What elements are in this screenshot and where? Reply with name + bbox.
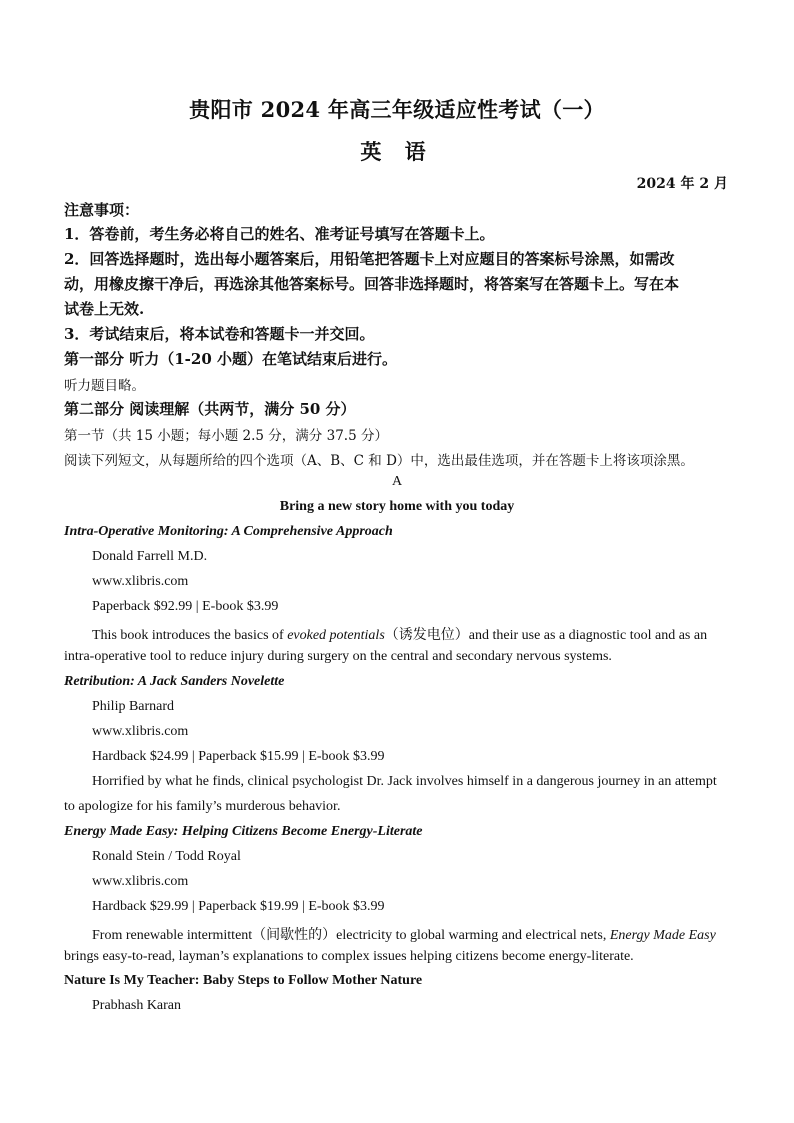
book-1-site: www.xlibris.com [92,574,189,589]
book-1-prices: Paperback $92.99 | E-book $3.99 [92,599,279,614]
book-2-desc-line-2: to apologize for his family’s murderous behavior. [64,799,341,814]
passage-letter: A [391,474,403,489]
book-2-prices: Hardback $24.99 | Paperback $15.99 | E-book $3.99 [92,749,385,764]
notes-line-2b: 动，用橡皮擦干净后，再选涂其他答案标号。回答非选择题时，将答案写在答题卡上。写在本 [64,275,680,293]
book-1-title: Intra-Operative Monitoring: A Comprehensive Approach [64,524,393,539]
subject-title: 英 语 [360,139,434,164]
notes-line-1: 1．答卷前，考生务必将自己的姓名、准考证号填写在答题卡上。 [64,225,495,243]
book-1-desc-line-2: intra-operative tool to reduce injury during surgery on the central and secondary nervous systems. [64,649,612,664]
part1-note: 听力题目略。 [64,378,145,394]
notes-line-2c: 试卷上无效. [64,300,145,318]
notes-heading: 注意事项： [64,201,140,219]
book-2-title: Retribution: A Jack Sanders Novelette [64,674,285,689]
exam-date: 2024 年 2 月 [636,176,728,192]
book-2-desc-line-1: Horrified by what he finds, clinical psychologist Dr. Jack involves himself in a dangerous journey in an attempt [92,774,717,789]
book-3-desc-line-1: From renewable intermittent（间歇性的）electricity to global warming and electrical nets, Energy Made Easy [92,928,716,943]
book-2-author: Philip Barnard [92,699,175,714]
book-4-title: Nature Is My Teacher: Baby Steps to Follow Mother Nature [64,973,423,988]
part2-section: 第一节（共 15 小题；每小题 2.5 分，满分 37.5 分） [64,428,388,444]
book-4-author: Prabhash Karan [92,998,182,1013]
book-1-desc-line-1: This book introduces the basics of evoked potentials（诱发电位）and their use as a diagnostic tool and as an [92,628,708,643]
book-3-title: Energy Made Easy: Helping Citizens Become Energy-Literate [64,824,423,839]
book-3-site: www.xlibris.com [92,874,189,889]
exam-title: 贵阳市 2024 年高三年级适应性考试（一） [189,97,605,122]
part1-heading: 第一部分 听力（1-20 小题）在笔试结束后进行。 [64,350,397,368]
part2-instruction: 阅读下列短文，从每题所给的四个选项（A、B、C 和 D）中，选出最佳选项，并在答题卡上将该项涂黑。 [64,453,694,469]
book-3-author: Ronald Stein / Todd Royal [92,849,241,864]
passage-title: Bring a new story home with you today [279,499,515,514]
book-3-desc-line-2: brings easy-to-read, layman’s explanations to complex issues helping citizens become energy-literate. [64,949,634,964]
book-2-site: www.xlibris.com [92,724,189,739]
part2-heading: 第二部分 阅读理解（共两节，满分 50 分） [64,400,356,418]
notes-line-3: 3．考试结束后，将本试卷和答题卡一并交回。 [64,325,375,343]
notes-line-2a: 2．回答选择题时，选出每小题答案后，用铅笔把答题卡上对应题目的答案标号涂黑，如需改 [64,250,675,268]
book-3-prices: Hardback $29.99 | Paperback $19.99 | E-book $3.99 [92,899,385,914]
book-1-author: Donald Farrell M.D. [92,549,208,564]
